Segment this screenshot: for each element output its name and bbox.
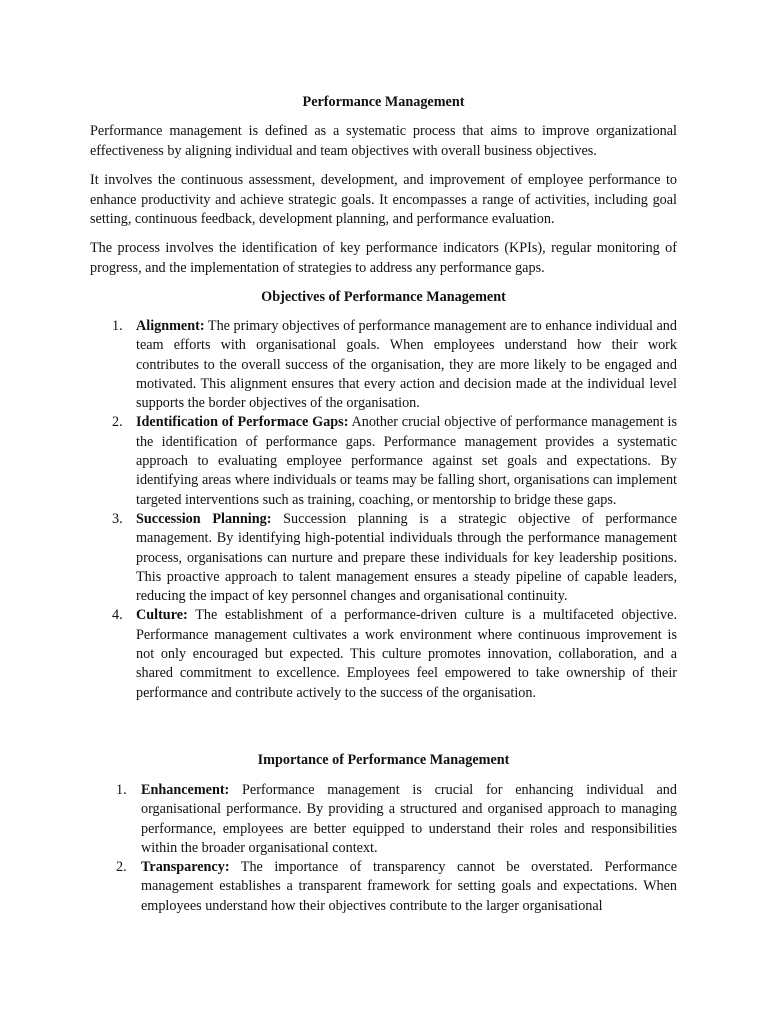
list-number: 2. [116, 859, 127, 876]
list-number: 3. [112, 510, 123, 527]
list-item-lead: Enhancement: [141, 782, 230, 798]
list-item-lead: Culture: [136, 607, 188, 624]
list-item-text [136, 317, 677, 413]
list-item-body: The importance of transparency cannot be overstated. Performance management establishes a transparent framework for setting goals and expectations. When employees understand how their objectives contribute to the larger organisational [141, 859, 677, 914]
document-title: Performance Management [302, 94, 465, 110]
intro-paragraph-1: Performance management is defined as a systematic process that aims to improve organizational effectiveness by aligning individual and team objectives with overall business objectives. [90, 123, 677, 159]
list-item-lead: Identification of Performace Gaps: [136, 414, 349, 431]
list-item [0, 858, 768, 916]
list-item-text [136, 510, 677, 606]
list-item-text [141, 781, 677, 858]
list-item [0, 781, 768, 858]
list-item-body: The primary objectives of performance management are to enhance individual and team efforts with organisational goals. When employees understand how their work contributes to the overall success of the organisation, they are more likely to be engaged and motivated. This alignment ensures that every action and decision made at the individual level supports the border objectives of the organisation. [136, 318, 677, 412]
list-item [0, 510, 768, 606]
list-item-text [136, 606, 677, 702]
objectives-list [0, 317, 768, 703]
intro-paragraph-3: The process involves the identification of key performance indicators (KPIs), regular monitoring of progress, and the implementation of strategies to address any performance gaps. [90, 240, 677, 276]
list-item [0, 413, 768, 509]
list-item-lead: Alignment: [136, 318, 205, 334]
list-item-text [141, 858, 677, 916]
list-number: 1. [112, 318, 123, 334]
importance-list [0, 781, 768, 916]
list-item-body: Performance management is crucial for enhancing individual and organisational performance. By providing a structured and organised approach to managing performance, employees are better equipped to understand their roles and responsibilities within the broader organisational context. [141, 782, 677, 856]
objectives-heading: Objectives of Performance Management [261, 289, 506, 305]
list-item-lead: Succession Planning: [136, 510, 272, 527]
intro-paragraph-2: It involves the continuous assessment, development, and improvement of employee performance to enhance productivity and achieve strategic goals. It encompasses a range of activities, including goal setting, continuous feedback, development planning, and performance evaluation. [90, 172, 677, 228]
list-item-body: The establishment of a performance-driven culture is a multifaceted objective. Performance management cultivates a work environment where continuous improvement is not only encouraged but expected. This culture promotes innovation, collaboration, and a shared commitment to excellence. Employees feel empowered to take ownership of their performance and contribute actively to the success of the organisation. [136, 607, 677, 701]
list-number: 1. [116, 782, 127, 798]
list-item [0, 606, 768, 702]
importance-heading: Importance of Performance Management [257, 752, 510, 768]
list-item-body: Succession planning is a strategic objective of performance management. By identifying high-potential individuals through the performance management process, organisations can nurture and prepare these individuals for key leadership positions. This proactive approach to talent management ensures a steady pipeline of capable leaders, reducing the impact of key personnel changes and organisational continuity. [136, 510, 678, 605]
list-item-lead: Transparency: [141, 859, 230, 876]
list-number: 2. [112, 414, 123, 431]
list-item-text [136, 413, 677, 509]
list-item-body: Another crucial objective of performance management is the identification of performance gaps. Performance management provides a systematic approach to evaluating employee performance against set goals and expectations. By identifying areas where individuals or teams may be falling short, organisations can implement targeted interventions such as training, coaching, or mentorship to bridge these gaps. [136, 414, 677, 508]
list-number: 4. [112, 607, 123, 624]
list-item [0, 317, 768, 413]
